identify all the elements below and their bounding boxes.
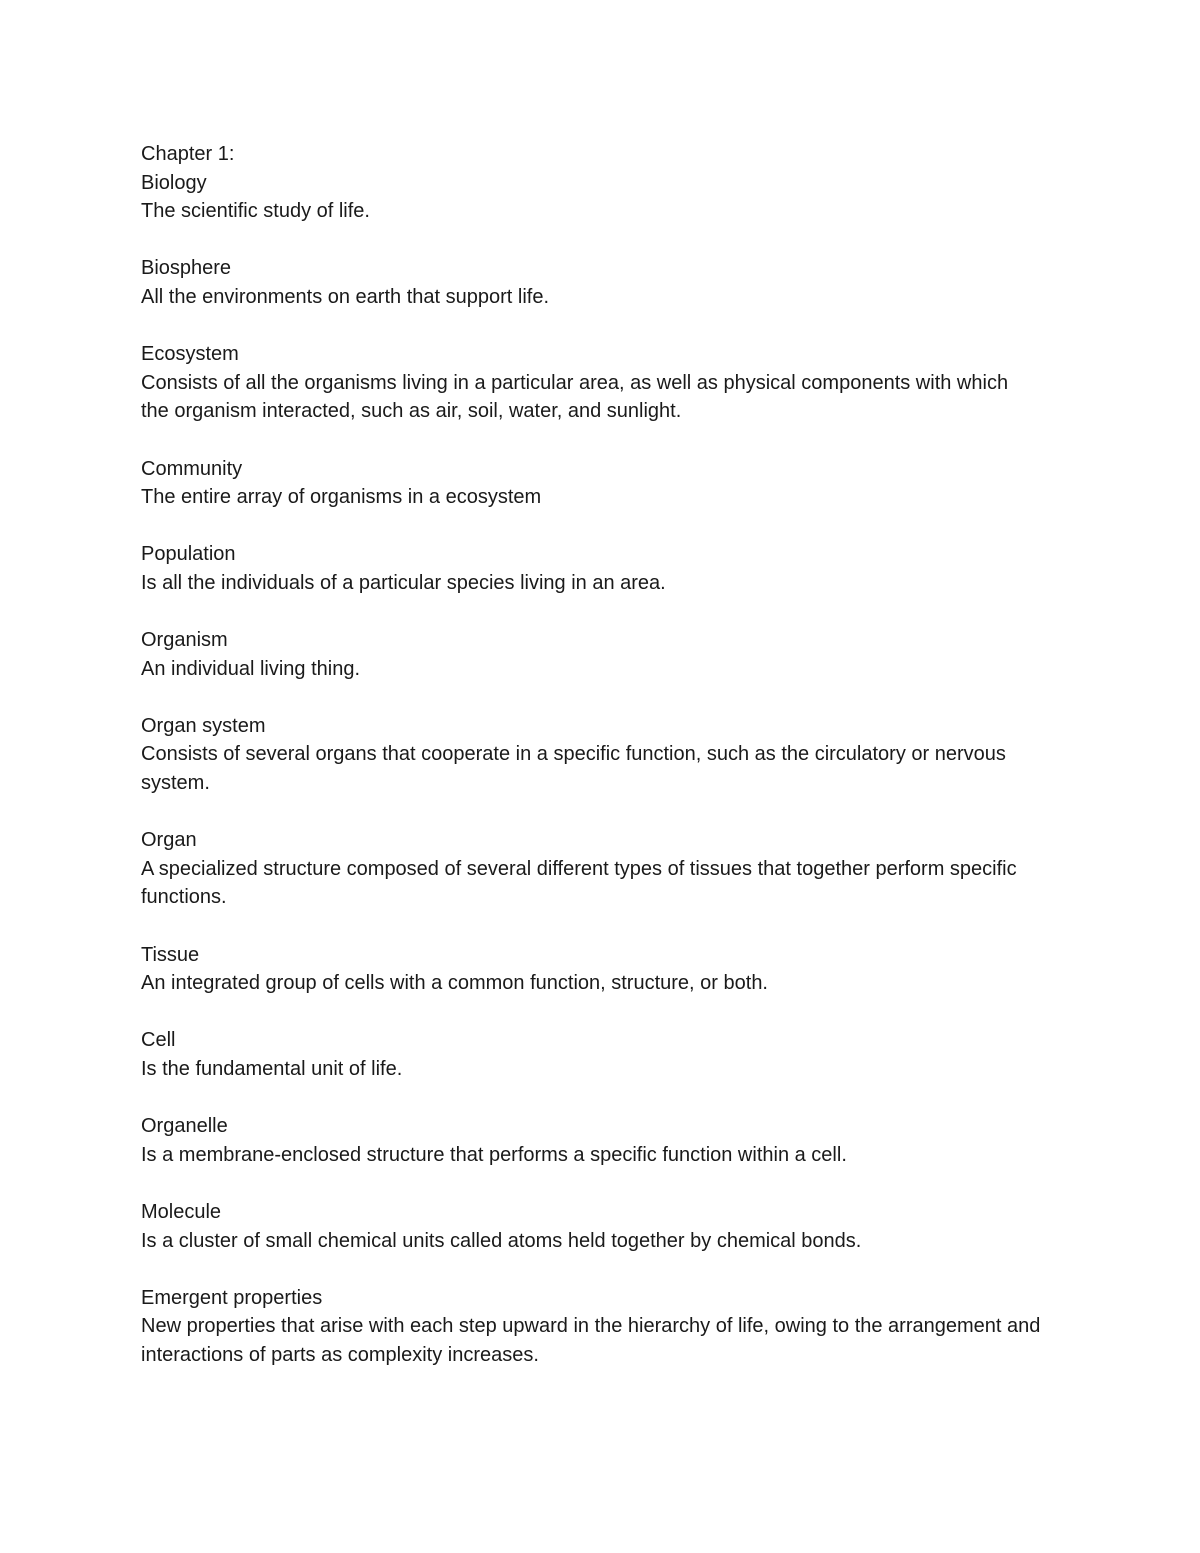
chapter-title: Chapter 1: xyxy=(141,143,235,165)
glossary-entry-organ-system xyxy=(141,712,1041,798)
glossary-entry-biosphere xyxy=(141,254,1041,311)
term-organelle: Organelle xyxy=(141,1115,228,1138)
definition-organ-system: Consists of several organs that cooperate in a specific function, such as the circulatory or nervous system. xyxy=(141,743,1006,795)
definition-biosphere: All the environments on earth that support life. xyxy=(141,285,550,308)
glossary-entry-organism xyxy=(141,626,1041,683)
glossary-entry-molecule xyxy=(141,1198,1041,1255)
term-ecosystem: Ecosystem xyxy=(141,343,239,366)
term-emergent-properties: Emergent properties xyxy=(141,1286,323,1309)
glossary-entry-organ xyxy=(141,826,1041,912)
definition-biology: The scientific study of life. xyxy=(141,200,370,223)
term-biosphere: Biosphere xyxy=(141,257,232,280)
glossary-entry-community xyxy=(141,455,1041,512)
term-molecule: Molecule xyxy=(141,1200,222,1223)
definition-cell: Is the fundamental unit of life. xyxy=(141,1058,403,1080)
term-tissue: Tissue xyxy=(141,943,200,966)
term-organism: Organism xyxy=(141,629,228,652)
term-organ: Organ xyxy=(141,829,197,852)
glossary-entry-ecosystem xyxy=(141,340,1041,426)
term-organ-system: Organ system xyxy=(141,714,266,737)
glossary-entry-cell xyxy=(141,1026,1041,1083)
definition-organelle: Is a membrane-enclosed structure that performs a specific function within a cell. xyxy=(141,1143,847,1166)
term-community: Community xyxy=(141,457,243,480)
definition-organ: A specialized structure composed of several different types of tissues that together perform specific functions. xyxy=(141,857,1017,909)
term-population: Population xyxy=(141,543,236,566)
glossary-entry-organelle xyxy=(141,1112,1041,1169)
definition-molecule: Is a cluster of small chemical units called atoms held together by chemical bonds. xyxy=(141,1229,862,1252)
glossary-entry-population xyxy=(141,540,1041,597)
definition-community: The entire array of organisms in a ecosystem xyxy=(141,486,542,509)
glossary-entry-tissue xyxy=(141,941,1041,998)
definition-emergent-properties: New properties that arise with each step upward in the hierarchy of life, owing to the arrangement and interactions of parts as complexity increases. xyxy=(141,1315,1041,1366)
definition-tissue: An integrated group of cells with a common function, structure, or both. xyxy=(141,972,768,995)
document-content xyxy=(141,140,1041,1370)
glossary-entry-biology xyxy=(141,169,1041,226)
glossary-entry-emergent-properties xyxy=(141,1284,1041,1370)
definition-ecosystem: Consists of all the organisms living in a particular area, as well as physical components with which the organism interacted, such as air, soil, water, and sunlight. xyxy=(141,371,1009,423)
term-cell: Cell xyxy=(141,1029,176,1052)
definition-organism: An individual living thing. xyxy=(141,657,361,680)
definition-population: Is all the individuals of a particular species living in an area. xyxy=(141,571,666,594)
term-biology: Biology xyxy=(141,171,207,194)
